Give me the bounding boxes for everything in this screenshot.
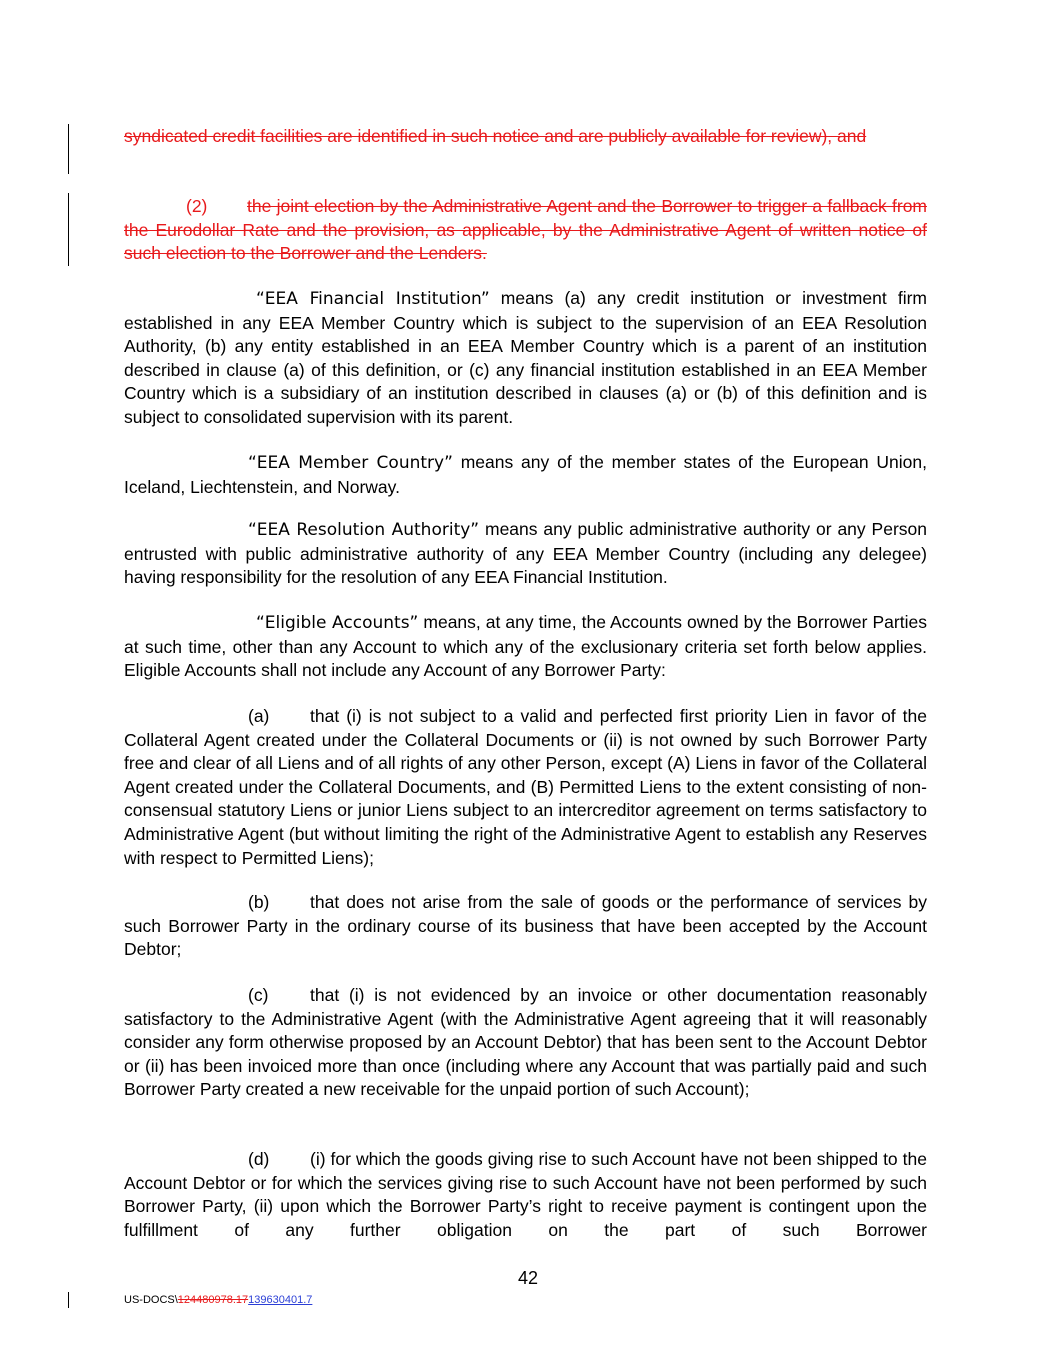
change-bar xyxy=(68,124,69,174)
document-id-prefix: US-DOCS\ xyxy=(124,1294,178,1306)
clause-label: (a) xyxy=(248,706,270,726)
deleted-paragraph xyxy=(124,125,927,149)
definition-eea-financial-institution xyxy=(124,287,927,430)
deleted-clause-number: (2) xyxy=(186,196,208,216)
definition-text: means any public administrative authority or any Person entrusted with public administrative authority of any EEA Member Country (including any delegee) having responsibility for the resolution of any EEA Financial Institution. xyxy=(124,519,927,588)
change-bar xyxy=(68,1292,69,1308)
clause-a xyxy=(124,705,927,870)
clause-label: (b) xyxy=(248,892,270,912)
clause-text: that (i) is not subject to a valid and perfected first priority Lien in favor of the Collateral Agent created under the Collateral Documents or (ii) is not owned by such Borrower Party free and clear of all Liens and of all rights of any other Person, except (A) Liens in favor of the Collateral Agent created under the Collateral Documents, and (B) Permitted Liens to the extent consisting of non-consensual statutory Liens or junior Liens subject to an intercreditor agreement on terms satisfactory to Administrative Agent (but without limiting the right of the Administrative Agent to establish any Reserves with respect to Permitted Liens); xyxy=(124,706,927,868)
change-bar xyxy=(68,193,69,266)
defined-term: “EEA Financial Institution” xyxy=(256,289,490,309)
defined-term: “EEA Member Country” xyxy=(248,453,453,473)
definition-text: means, at any time, the Accounts owned by the Borrower Parties at such time, other than any Account to which any of the exclusionary criteria set forth below applies. Eligible Accounts shall not include any Account of any Borrower Party: xyxy=(124,612,927,681)
clause-text: (i) for which the goods giving rise to such Account have not been shipped to the Account Debtor or for which the services giving rise to such Account have not been performed by such Borrower Party, (ii) upon which the Borrower Party’s right to receive payment is contingent upon the fulfillment of any further obligation on the part of such Borrower xyxy=(124,1149,927,1240)
defined-term: “EEA Resolution Authority” xyxy=(248,520,480,540)
clause-text: that (i) is not evidenced by an invoice or other documentation reasonably satisfactory to the Administrative Agent (with the Administrative Agent agreeing that it will reasonably consider any form otherwise proposed by an Account Debtor) that has been sent to the Account Debtor or (ii) has been invoiced more than once (including where any Account that was partially paid and such Borrower Party created a new receivable for the unpaid portion of such Account); xyxy=(124,985,927,1100)
clause-d xyxy=(124,1148,927,1242)
definition-eea-member-country xyxy=(124,451,927,499)
deleted-paragraph xyxy=(124,195,927,266)
definition-text: means (a) any credit institution or investment firm established in any EEA Member Country which is subject to the supervision of an EEA Resolution Authority, (b) any entity established in an EEA Member Country which is a parent of an institution described in clause (a) of this definition, or (c) any financial institution established in an EEA Member Country which is a subsidiary of an institution described in clauses (a) or (b) of this definition and is subject to consolidated supervision with its parent. xyxy=(124,288,927,427)
clause-text: that does not arise from the sale of goods or the performance of services by such Borrower Party in the ordinary course of its business that have been accepted by the Account Debtor; xyxy=(124,892,927,960)
defined-term: “Eligible Accounts” xyxy=(256,613,419,633)
page-number: 42 xyxy=(517,1268,539,1288)
definition-eea-resolution-authority xyxy=(124,518,927,590)
definition-eligible-accounts xyxy=(124,611,927,683)
document-id xyxy=(124,1294,312,1306)
clause-b xyxy=(124,891,927,962)
deleted-text: syndicated credit facilities are identified in such notice and are publicly available for review), and xyxy=(124,126,867,146)
document-id-deleted: 124480978.17 xyxy=(177,1294,249,1306)
deleted-clause-text: the joint election by the Administrative Agent and the Borrower to trigger a fallback from the Eurodollar Rate and the provision, as applicable, by the Administrative Agent of written notice of such election to the Borrower and the Lenders. xyxy=(124,196,927,264)
clause-c xyxy=(124,984,927,1102)
definition-text: means any of the member states of the European Union, Iceland, Liechtenstein, and Norway. xyxy=(124,452,927,497)
clause-label: (d) xyxy=(248,1149,270,1169)
clause-label: (c) xyxy=(248,985,269,1005)
document-id-inserted: 139630401.7 xyxy=(248,1294,313,1306)
